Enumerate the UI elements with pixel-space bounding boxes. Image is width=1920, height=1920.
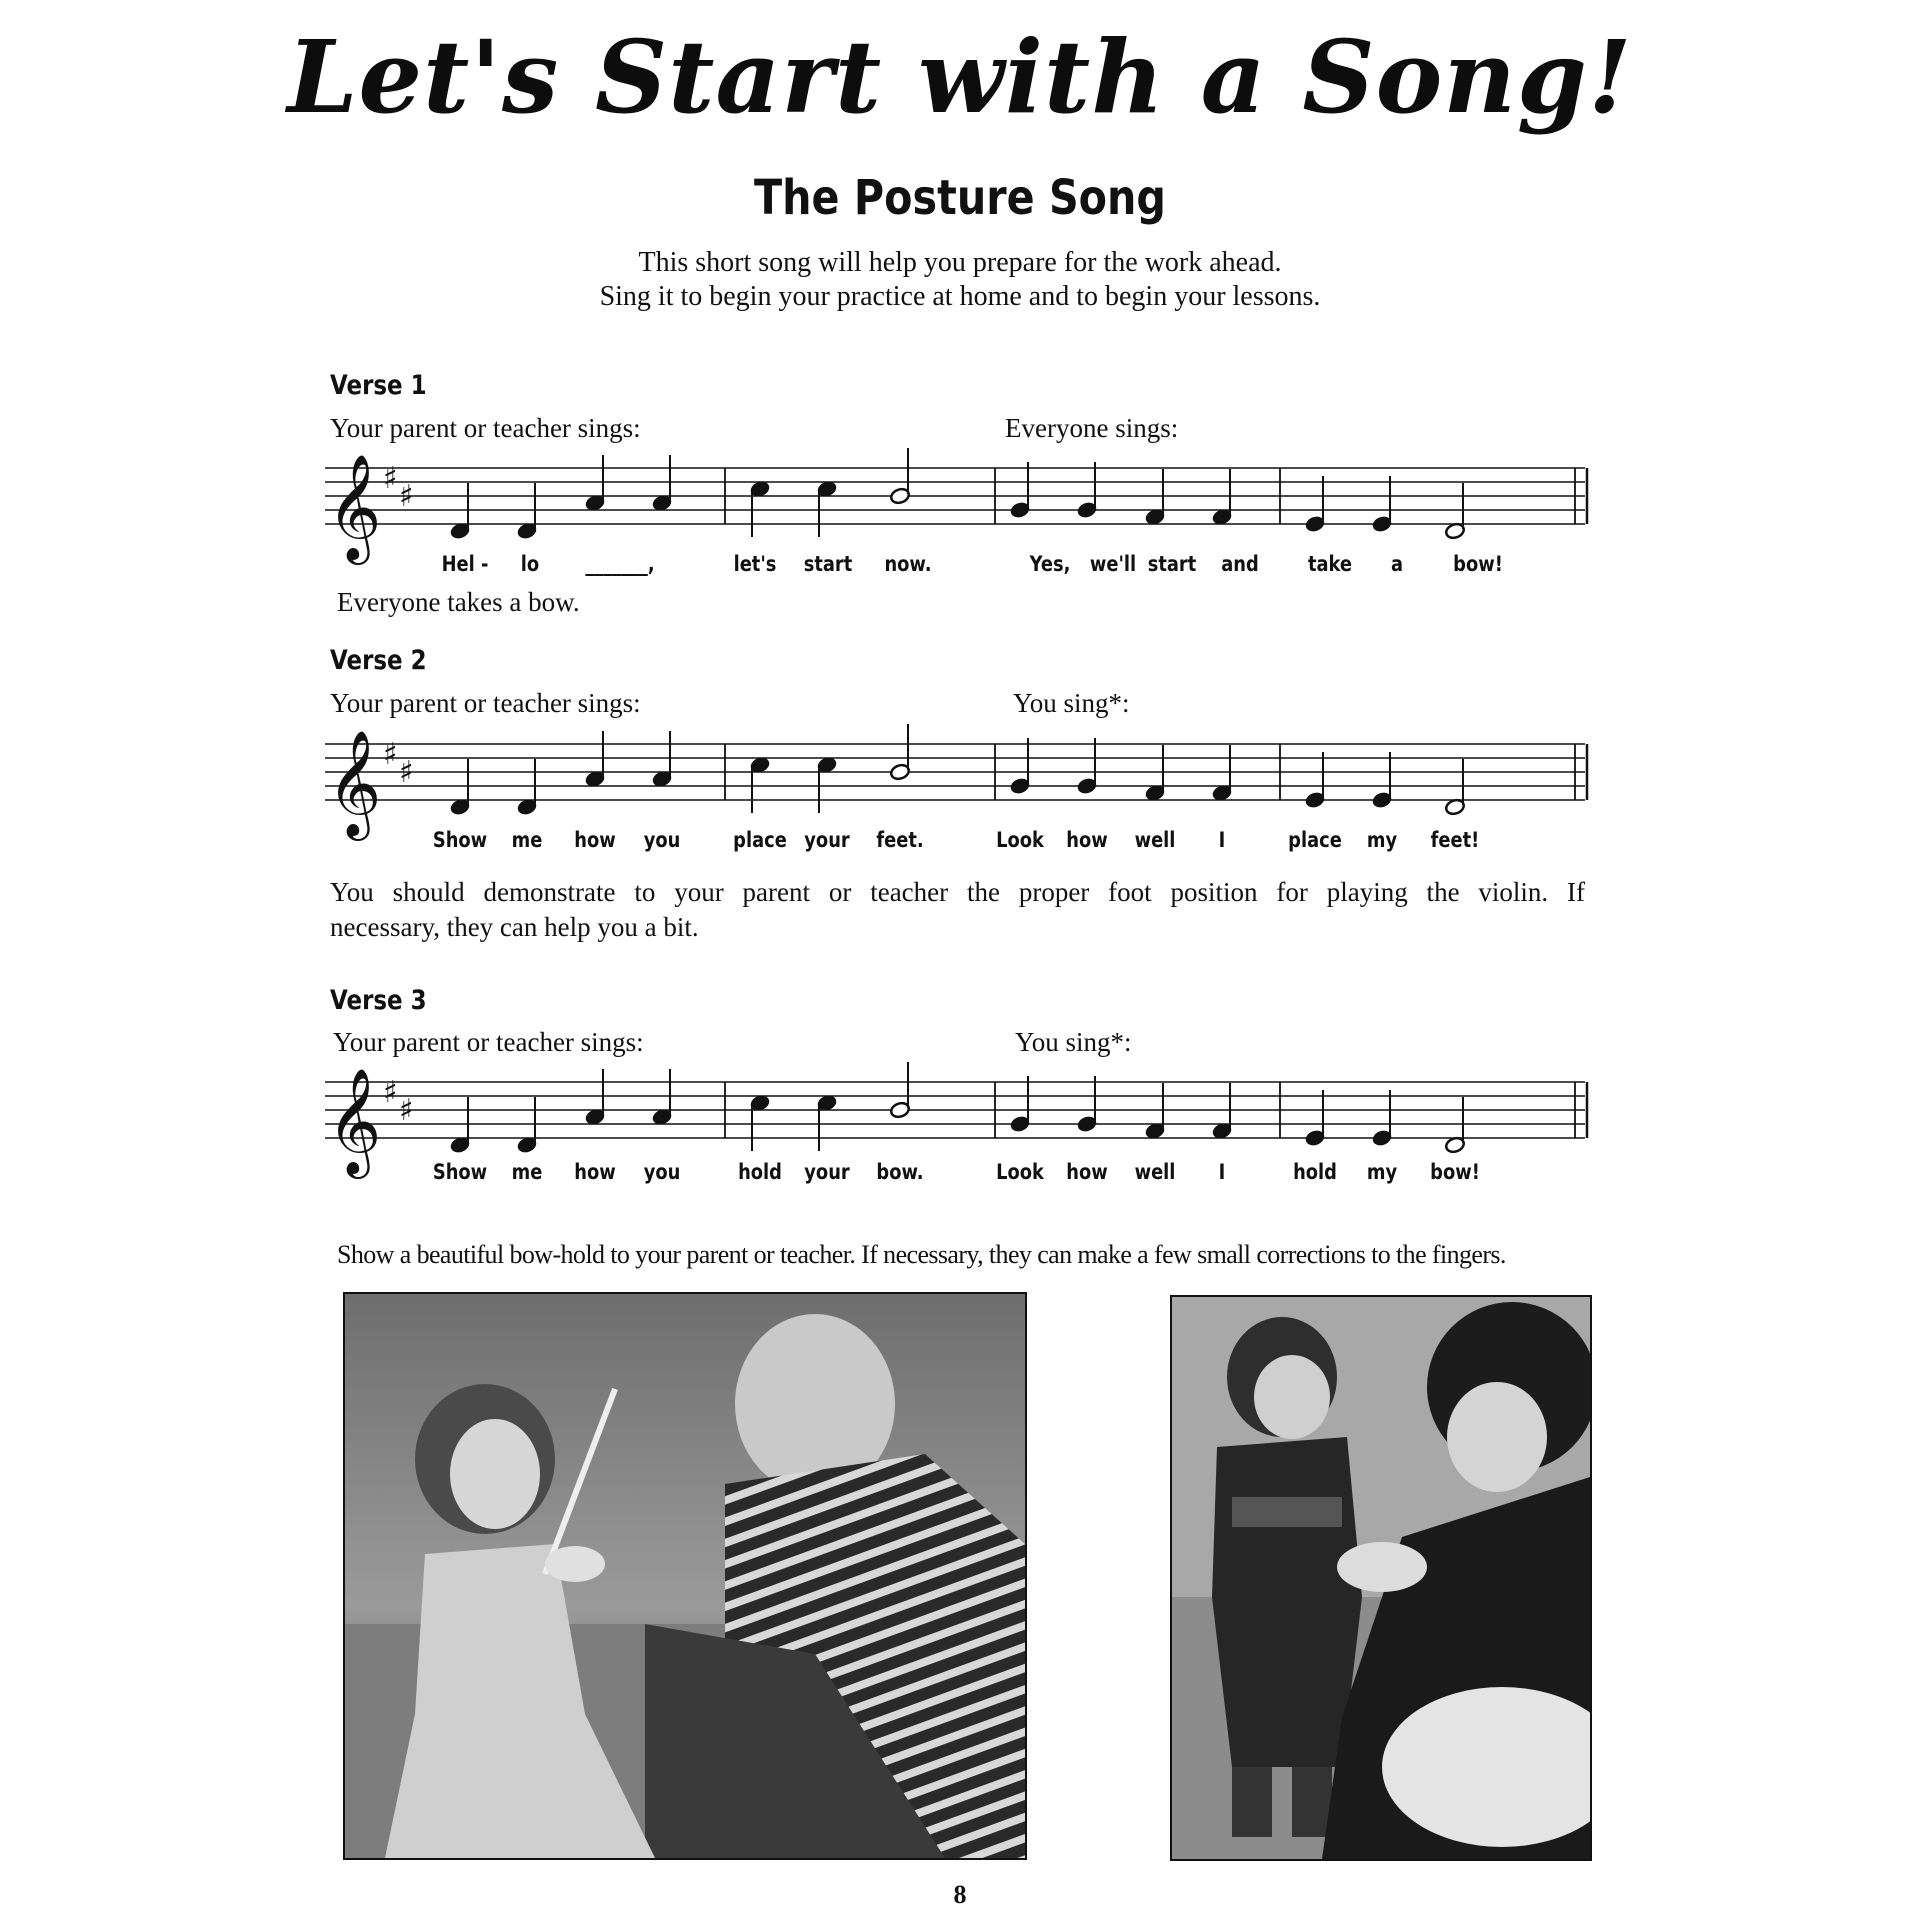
lyric-word: Hel - (441, 552, 489, 576)
verse-1-heading: Verse 1 (330, 370, 427, 401)
lyric-word: hold (1293, 1160, 1337, 1184)
verse-3-heading: Verse 3 (330, 985, 427, 1016)
lyric-word: place (1288, 828, 1342, 852)
lyric-word: bow! (1430, 1160, 1480, 1184)
lyric-word: lo (520, 552, 540, 576)
svg-text:♯: ♯ (383, 461, 398, 496)
lyric-word: hold (738, 1160, 782, 1184)
song-title: The Posture Song (754, 170, 1166, 226)
lyric-word: a (1390, 552, 1404, 576)
svg-text:♯: ♯ (399, 479, 414, 514)
lyric-word: we'll (1089, 552, 1137, 576)
verse-1-staff (325, 440, 1595, 560)
verse-2-instruction-line-1: You should demonstrate to your parent or teacher the proper foot position for playing the violin. If (330, 877, 1585, 907)
svg-text:𝄞: 𝄞 (327, 729, 382, 836)
lyric-word: I (1218, 1160, 1226, 1184)
lyric-word: how (1066, 828, 1108, 852)
lyric-word: place (733, 828, 787, 852)
lyric-word: you (643, 1160, 681, 1184)
verse-3-instruction: Show a beautiful bow-hold to your parent or teacher. If necessary, they can make a few small corrections to the fingers. (337, 1240, 1506, 1269)
verse-3-left-label: Your parent or teacher sings: (333, 1027, 644, 1057)
lyric-word: bow! (1453, 552, 1503, 576)
lyric-word: I (1218, 828, 1226, 852)
lyric-word: feet! (1430, 828, 1480, 852)
verse-2-left-label: Your parent or teacher sings: (330, 688, 641, 718)
lyric-word: bow. (876, 1160, 924, 1184)
lyric-word: my (1366, 828, 1398, 852)
lyric-word: start (1147, 552, 1197, 576)
verse-1-left-label: Your parent or teacher sings: (330, 413, 641, 443)
svg-text:♯: ♯ (399, 755, 414, 790)
lyric-word: you (643, 828, 681, 852)
verse-1-right-label: Everyone sings: (1005, 413, 1179, 443)
lyric-word: me (511, 1160, 543, 1184)
lyric-word: well (1134, 828, 1176, 852)
lyric-word: my (1366, 1160, 1398, 1184)
verse-2-instruction-line-2: necessary, they can help you a bit. (330, 912, 699, 942)
verse-1-instruction: Everyone takes a bow. (337, 587, 580, 617)
svg-text:♯: ♯ (383, 737, 398, 772)
photo-outdoor-bow-hold (343, 1292, 1027, 1860)
verse-2-staff (325, 716, 1595, 836)
verse-2-heading: Verse 2 (330, 645, 427, 676)
intro-line-2: Sing it to begin your practice at home and to begin your lessons. (599, 281, 1321, 312)
lyric-word: Show (432, 828, 488, 852)
lyric-word: well (1134, 1160, 1176, 1184)
lyric-word: your (804, 1160, 850, 1184)
lyric-word: how (574, 828, 616, 852)
lyric-word: start (803, 552, 853, 576)
verse-2-right-label: You sing*: (1013, 688, 1130, 718)
photo-indoor-bow-hold (1170, 1295, 1592, 1861)
page-number: 8 (953, 1880, 967, 1909)
lyric-word: how (574, 1160, 616, 1184)
intro-line-1: This short song will help you prepare for the work ahead. (638, 247, 1282, 278)
lyric-word: how (1066, 1160, 1108, 1184)
lyric-word: Look (996, 1160, 1044, 1184)
verse-3-right-label: You sing*: (1015, 1027, 1132, 1057)
svg-text:♯: ♯ (399, 1093, 414, 1128)
svg-text:𝄞: 𝄞 (327, 1067, 382, 1174)
lyric-word: Look (996, 828, 1044, 852)
lyric-word: me (511, 828, 543, 852)
lyric-word: Yes, (1029, 552, 1071, 576)
verse-3-staff (325, 1054, 1595, 1174)
lyric-word: feet. (876, 828, 924, 852)
lyric-word: let's (733, 552, 777, 576)
verse-1-lyrics (0, 552, 1920, 582)
lyric-word: your (804, 828, 850, 852)
svg-text:♯: ♯ (383, 1075, 398, 1110)
page-title: Let's Start with a Song! (287, 18, 1633, 136)
lyric-word: and (1221, 552, 1259, 576)
lyric-word: Show (432, 1160, 488, 1184)
lyric-word: _______, (585, 552, 655, 576)
lyric-word: now. (884, 552, 932, 576)
lyric-word: take (1307, 552, 1353, 576)
verse-3-lyrics (0, 1160, 1920, 1190)
verse-2-lyrics (0, 828, 1920, 858)
svg-text:𝄞: 𝄞 (327, 453, 382, 560)
